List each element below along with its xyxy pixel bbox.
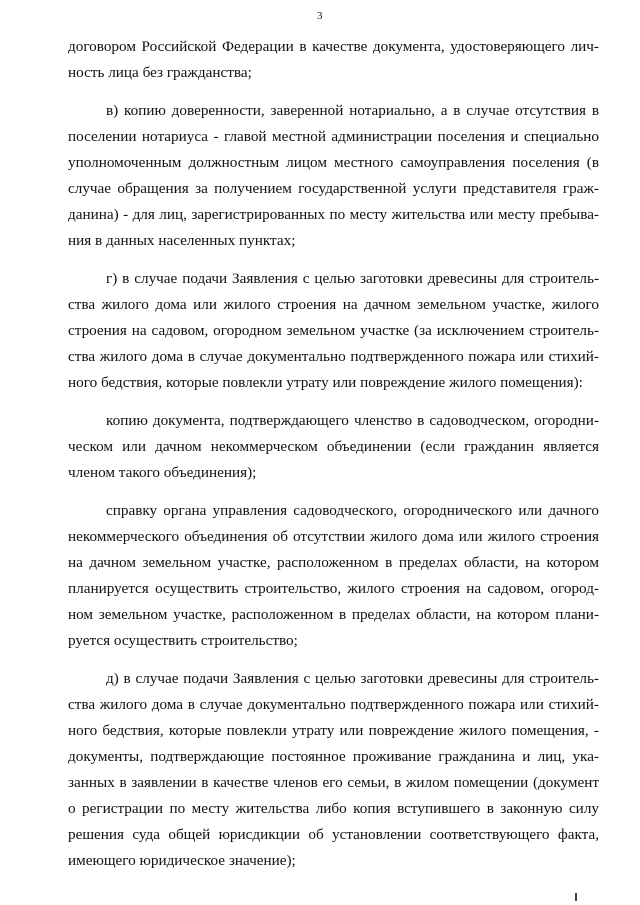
- text-line: договором Российской Федерации в качестве документа, удостоверяющего лич-: [68, 38, 599, 55]
- text-line: имеющего юридическое значение);: [68, 852, 296, 869]
- paragraph-continuation: [68, 34, 599, 86]
- scan-mark: [575, 893, 577, 901]
- text-line: ность лица без гражданства;: [68, 64, 252, 81]
- text-line: планируется осуществить строительство, жилого строения на садовом, огород-: [68, 580, 599, 597]
- text-line: справку органа управления садоводческого, огороднического или дачного: [106, 502, 599, 519]
- text-line: занных в заявлении в качестве членов его семьи, в жилом помещении (документ: [68, 774, 599, 791]
- text-line: случае обращения за получением государственной услуги представителя граж-: [68, 180, 599, 197]
- text-line: некоммерческого объединения об отсутствии жилого дома или жилого строения: [68, 528, 599, 545]
- text-line: ческом или дачном некоммерческом объединении (если гражданин является: [68, 438, 599, 455]
- text-line: г) в случае подачи Заявления с целью заготовки древесины для строитель-: [106, 270, 599, 287]
- text-line: ного бедствия, которые повлекли утрату или повреждение жилого помещения):: [68, 374, 583, 391]
- text-line: о регистрации по месту жительства либо копия вступившего в законную силу: [68, 800, 599, 817]
- text-line: копию документа, подтверждающего членство в садоводческом, огородни-: [106, 412, 599, 429]
- text-line: решения суда общей юрисдикции об установлении соответствующего факта,: [68, 826, 599, 843]
- text-line: на дачном земельном участке, расположенном в пределах области, на котором: [68, 554, 599, 571]
- text-line: ного бедствия, которые повлекли утрату или повреждение жилого помещения, -: [68, 722, 599, 739]
- text-line: в) копию доверенности, заверенной нотариально, а в случае отсутствия в: [106, 102, 599, 119]
- text-line: ния в данных населенных пунктах;: [68, 232, 296, 249]
- text-line: д) в случае подачи Заявления с целью заготовки древесины для строитель-: [106, 670, 599, 687]
- text-line: ном земельном участке, расположенном в пределах области, на котором плани-: [68, 606, 599, 623]
- text-line: данина) - для лиц, зарегистрированных по месту жительства или месту пребыва-: [68, 206, 599, 223]
- text-line: ства жилого дома или жилого строения на дачном земельном участке, жилого: [68, 296, 599, 313]
- text-line: строения на садовом, огородном земельном участке (за исключением строитель-: [68, 322, 599, 339]
- text-line: уполномоченным должностным лицом местного самоуправления поселения (в: [68, 154, 599, 171]
- paragraph-item-d: [68, 666, 599, 874]
- text-line: членом такого объединения);: [68, 464, 257, 481]
- paragraph-item-v: [68, 98, 599, 254]
- document-body: [68, 34, 599, 874]
- paragraph-certificate: [68, 498, 599, 654]
- text-line: руется осуществить строительство;: [68, 632, 298, 649]
- text-line: поселении нотариуса - главой местной администрации поселения и специально: [68, 128, 599, 145]
- paragraph-item-g: [68, 266, 599, 396]
- page-number: 3: [317, 10, 323, 22]
- text-line: ства жилого дома в случае документально подтвержденного пожара или стихий-: [68, 696, 599, 713]
- paragraph-membership-copy: [68, 408, 599, 486]
- text-line: документы, подтверждающие постоянное проживание гражданина и лиц, ука-: [68, 748, 599, 765]
- text-line: ства жилого дома в случае документально подтвержденного пожара или стихий-: [68, 348, 599, 365]
